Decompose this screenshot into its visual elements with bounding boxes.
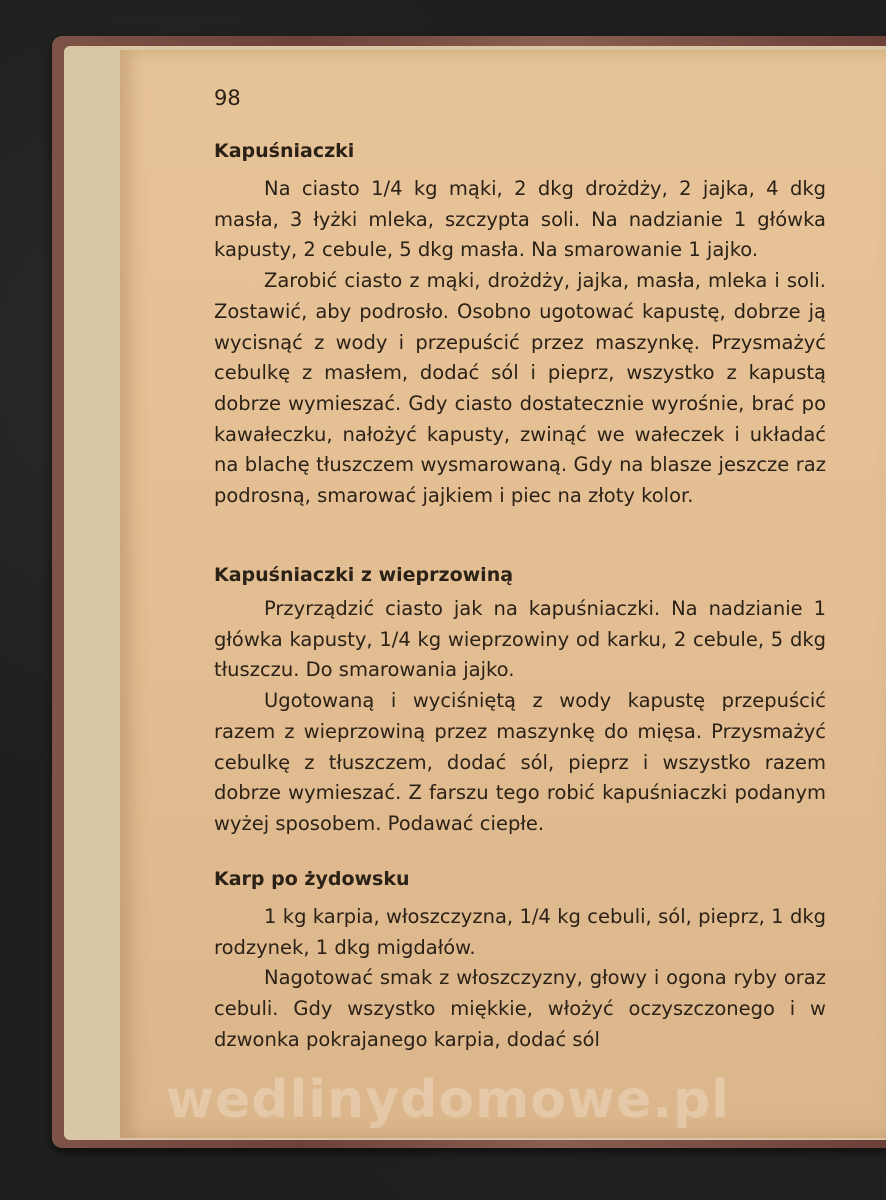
page-number: 98 (214, 86, 241, 110)
watermark: wedlinydomowe.pl (165, 1070, 731, 1130)
recipe-body-kapusniaczki (214, 174, 826, 512)
recipe-heading-kapusniaczki: Kapuśniaczki (214, 140, 355, 162)
instructions-paragraph: Ugotowaną i wyciśniętą z wody kapustę przepuścić razem z wieprzowiną przez maszynkę do mięsa. Przysmażyć cebulkę z tłuszczem, dodać sól, pieprz i wszystko razem dobrze wymieszać. Z farszu tego robić kapuśniaczki podanym wyżej sposobem. Podawać ciepłe. (214, 689, 826, 835)
instructions-paragraph: Nagotować smak z włoszczyzny, głowy i ogona ryby oraz cebuli. Gdy wszystko miękkie, włożyć oczyszczonego i w dzwonka pokrajanego karpia, dodać sól (214, 966, 826, 1051)
ingredients-paragraph: Przyrządzić ciasto jak na kapuśniaczki. Na nadzianie 1 główka kapusty, 1/4 kg wieprzowiny od karku, 2 cebule, 5 dkg tłuszczu. Do smarowania jajko. (214, 597, 826, 682)
ingredients-paragraph: Na ciasto 1/4 kg mąki, 2 dkg drożdży, 2 jajka, 4 dkg masła, 3 łyżki mleka, szczypta soli. Na nadzianie 1 główka kapusty, 2 cebule, 5 dkg masła. Na smarowanie 1 jajko. (214, 177, 826, 262)
recipe-body-karp-po-zydowsku (214, 902, 826, 1056)
recipe-heading-kapusniaczki-z-wieprzowina: Kapuśniaczki z wieprzowiną (214, 564, 514, 586)
recipe-body-kapusniaczki-z-wieprzowina (214, 594, 826, 840)
ingredients-paragraph: 1 kg karpia, włoszczyzna, 1/4 kg cebuli, sól, pieprz, 1 dkg rodzynek, 1 dkg migdałów. (214, 905, 826, 959)
recipe-heading-karp-po-zydowsku: Karp po żydowsku (214, 868, 410, 890)
instructions-paragraph: Zarobić ciasto z mąki, drożdży, jajka, masła, mleka i soli. Zostawić, aby podrosło. Osobno ugotować kapustę, dobrze ją wycisnąć z wody i przepuścić przez maszynkę. Przysmażyć cebulkę z masłem, dodać sól i pieprz, wszystko z kapustą dobrze wymieszać. Gdy ciasto dostatecznie wyrośnie, brać po kawałeczku, nałożyć kapusty, zwinąć we wałeczek i układać na blachę tłuszczem wysmarowaną. Gdy na blasze jeszcze raz podrosną, smarować jajkiem i piec na złoty kolor. (214, 269, 826, 508)
